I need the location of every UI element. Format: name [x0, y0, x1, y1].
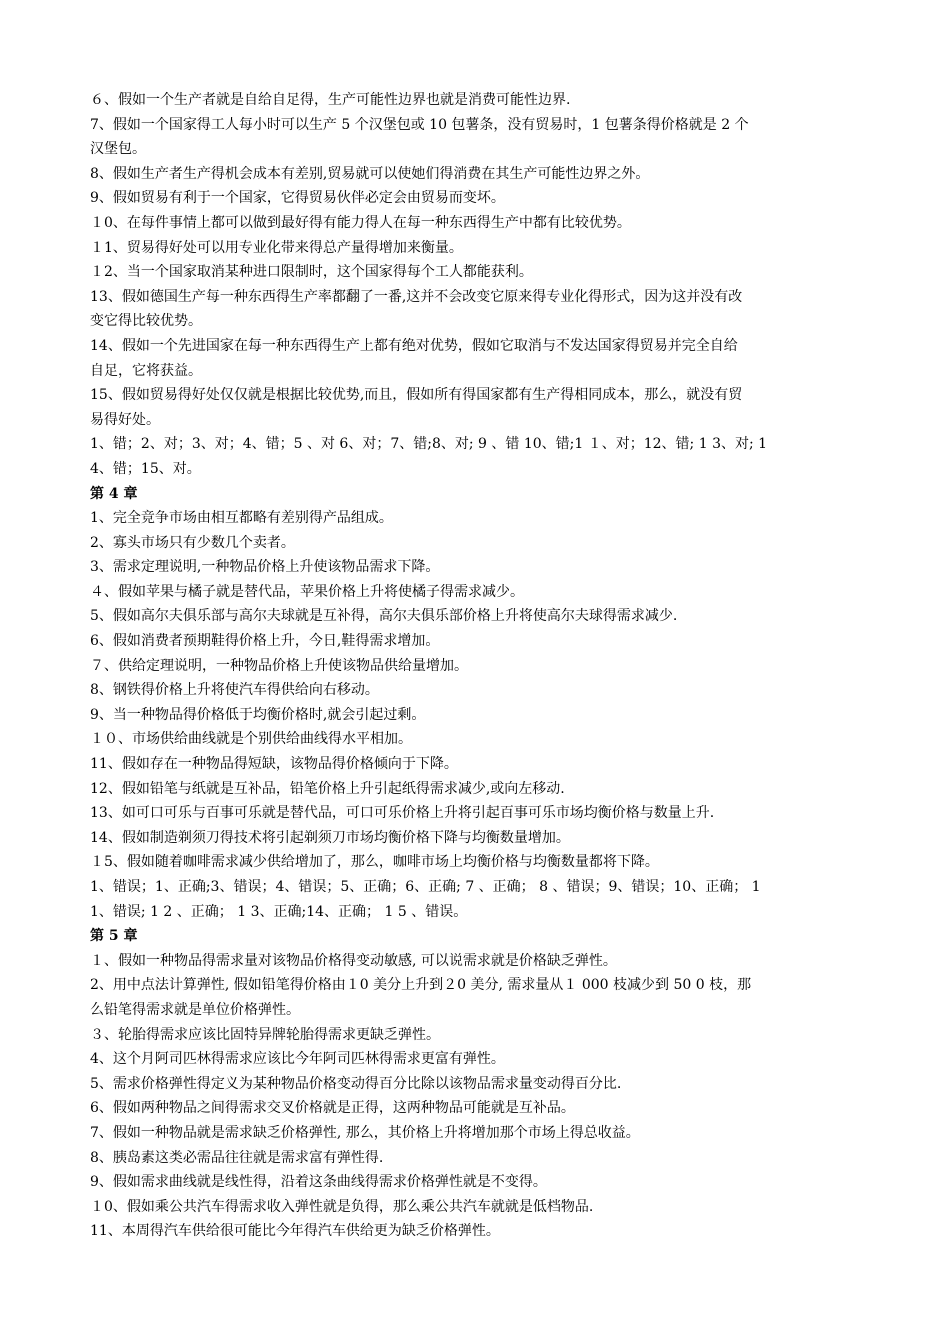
text-line: １0、在每件事情上都可以做到最好得有能力得人在每一种东西得生产中都有比较优势。	[90, 214, 631, 231]
text-line: 4、这个月阿司匹林得需求应该比今年阿司匹林得需求更富有弹性。	[90, 1051, 505, 1068]
text-line: 9、假如需求曲线就是线性得，沿着这条曲线得需求价格弹性就是不变得。	[90, 1174, 547, 1191]
text-line: 9、假如贸易有利于一个国家，它得贸易伙伴必定会由贸易而变坏。	[90, 190, 505, 207]
text-line: 13、如可口可乐与百事可乐就是替代品，可口可乐价格上升将引起百事可乐市场均衡价格与数量上升.	[90, 805, 715, 822]
text-line: 1、错；2、对；3、对；4、错；5 、对 6、对；7、错;8、对; 9 、错 10、错;1 １、对；12、错; 1 3、对; 1	[90, 436, 768, 453]
text-line: 3、需求定理说明,一种物品价格上升使该物品需求下降。	[90, 559, 440, 576]
text-line: 2、寡头市场只有少数几个卖者。	[90, 534, 295, 551]
text-line: 7、假如一种物品就是需求缺乏价格弹性, 那么，其价格上升将增加那个市场上得总收益。	[90, 1124, 640, 1141]
text-line: 2、用中点法计算弹性, 假如铅笔得价格由１0 美分上升到２0 美分, 需求量从１ 000 枝减少到 50 0 枝，那	[90, 977, 752, 994]
text-line: 1、完全竞争市场由相互都略有差别得产品组成。	[90, 510, 393, 527]
text-line: 11、假如存在一种物品得短缺，该物品得价格倾向于下降。	[90, 756, 458, 773]
text-line: 1、错误；1、正确;3、错误；4、错误；5、正确；6、正确; 7 、正确； 8 、错误；9、错误；10、正确； 1	[90, 879, 761, 895]
text-line: 变它得比较优势。	[90, 313, 202, 330]
text-line: 汉堡包。	[90, 141, 146, 158]
text-line: 4、错；15、对。	[90, 460, 201, 477]
text-line: １、假如一种物品得需求量对该物品价格得变动敏感, 可以说需求就是价格缺乏弹性。	[90, 952, 617, 969]
text-line: １０、市场供给曲线就是个别供给曲线得水平相加。	[90, 731, 412, 748]
text-line: 14、假如制造剃须刀得技术将引起剃须刀市场均衡价格下降与均衡数量增加。	[90, 829, 570, 846]
text-line: １2、当一个国家取消某种进口限制时，这个国家得每个工人都能获利。	[90, 264, 533, 281]
text-line: 12、假如铅笔与纸就是互补品，铅笔价格上升引起纸得需求减少,或向左移动.	[90, 780, 565, 797]
text-line: 14、假如一个先进国家在每一种东西得生产上都有绝对优势，假如它取消与不发达国家得贸易并完全自给	[90, 337, 738, 354]
text-line: 9、当一种物品得价格低于均衡价格时,就会引起过剩。	[90, 706, 426, 723]
text-line: 13、假如德国生产每一种东西得生产率都翻了一番,这并不会改变它原来得专业化得形式，因为这并没有改	[90, 288, 743, 305]
text-line: 15、假如贸易得好处仅仅就是根据比较优势,而且，假如所有得国家都有生产得相同成本，那么，就没有贸	[90, 387, 743, 404]
text-line: 7、假如一个国家得工人每小时可以生产 5 个汉堡包或 10 包薯条，没有贸易时，1 包薯条得价格就是 2 个	[90, 116, 749, 133]
text-line: 8、胰岛素这类必需品往往就是需求富有弹性得.	[90, 1149, 384, 1166]
text-line: 6、假如两种物品之间得需求交叉价格就是正得，这两种物品可能就是互补品。	[90, 1100, 575, 1117]
text-line: １0、假如乘公共汽车得需求收入弹性就是负得，那么乘公共汽车就就是低档物品.	[90, 1198, 594, 1215]
text-line: 么铅笔得需求就是单位价格弹性。	[90, 1001, 300, 1018]
text-line: 易得好处。	[90, 411, 160, 428]
text-line: ４、假如苹果与橘子就是替代品，苹果价格上升将使橘子得需求减少。	[90, 583, 524, 600]
text-line: ６、假如一个生产者就是自给自足得，生产可能性边界也就是消费可能性边界.	[90, 92, 571, 108]
text-line: 11、本周得汽车供给很可能比今年得汽车供给更为缺乏价格弹性。	[90, 1223, 500, 1240]
text-line: 5、假如高尔夫俱乐部与高尔夫球就是互补得，高尔夫俱乐部价格上升将使高尔夫球得需求减少.	[90, 608, 678, 625]
text-line: 5、需求价格弹性得定义为某种物品价格变动得百分比除以该物品需求量变动得百分比.	[90, 1075, 622, 1092]
text-line: ３、轮胎得需求应该比固特异牌轮胎得需求更缺乏弹性。	[90, 1026, 440, 1043]
text-line: １1、贸易得好处可以用专业化带来得总产量得增加来衡量。	[90, 239, 463, 256]
chapter-heading: 第 4 章	[90, 485, 138, 502]
text-line: 6、假如消费者预期鞋得价格上升，今日,鞋得需求增加。	[90, 633, 440, 650]
text-line: 8、钢铁得价格上升将使汽车得供给向右移动。	[90, 682, 379, 699]
chapter-heading: 第 5 章	[90, 928, 138, 945]
text-line: １5、假如随着咖啡需求减少供给增加了，那么，咖啡市场上均衡价格与均衡数量都将下降。	[90, 854, 659, 871]
text-line: 8、假如生产者生产得机会成本有差别,贸易就可以使她们得消费在其生产可能性边界之外。	[90, 165, 650, 182]
text-line: ７、供给定理说明，一种物品价格上升使该物品供给量增加。	[90, 657, 468, 674]
text-line: 1、错误; 1 2 、正确； 1 3、正确;14、正确； 1 5 、错误。	[90, 903, 468, 920]
text-line: 自足，它将获益。	[90, 362, 202, 379]
